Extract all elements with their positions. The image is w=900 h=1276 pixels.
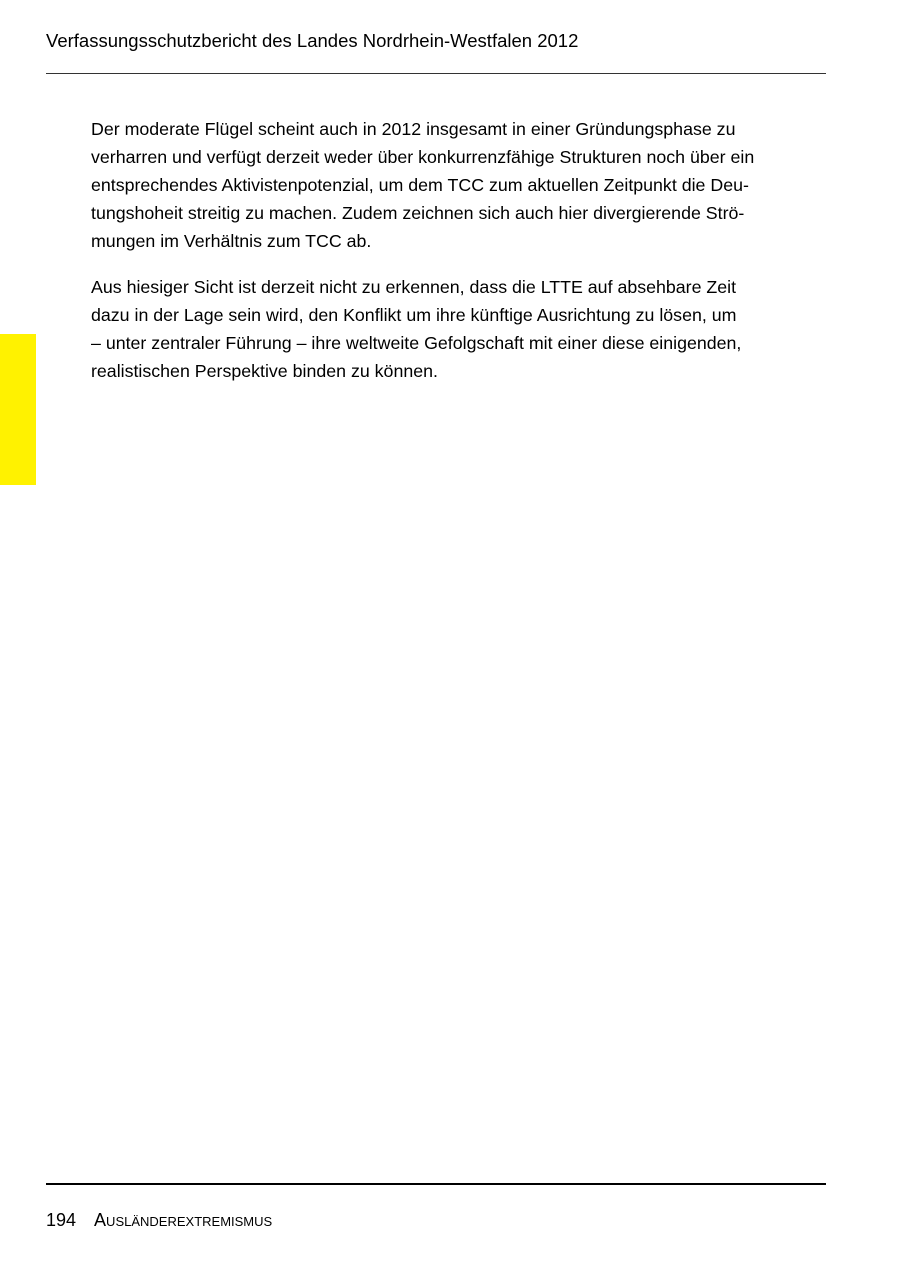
- paragraph-2: [91, 273, 831, 385]
- text-line: Aus hiesiger Sicht ist derzeit nicht zu erkennen, dass die LTTE auf absehbare Zeit: [91, 277, 737, 297]
- text-line: realistischen Perspektive binden zu können.: [91, 361, 438, 381]
- header-divider: [46, 73, 826, 74]
- footer-divider: [46, 1183, 826, 1185]
- body-text: [91, 115, 831, 403]
- text-line: dazu in der Lage sein wird, den Konflikt um ihre künftige Ausrichtung zu lösen, um: [91, 305, 737, 325]
- page-number: 194: [46, 1210, 77, 1230]
- page-footer: [46, 1208, 272, 1232]
- text-line: mungen im Verhältnis zum TCC ab.: [91, 231, 372, 251]
- running-header: Verfassungsschutzbericht des Landes Nordrhein-Westfalen 2012: [46, 30, 579, 51]
- section-name: Ausländerextremismus: [94, 1210, 273, 1230]
- text-line: verharren und verfügt derzeit weder über konkurrenzfähige Strukturen noch über ein: [91, 147, 755, 167]
- text-line: Der moderate Flügel scheint auch in 2012 insgesamt in einer Gründungsphase zu: [91, 119, 736, 139]
- chapter-marker-tab: [0, 334, 36, 485]
- text-line: entsprechendes Aktivistenpotenzial, um dem TCC zum aktuellen Zeitpunkt die Deu-: [91, 175, 749, 195]
- paragraph-1: [91, 115, 831, 255]
- text-line: – unter zentraler Führung – ihre weltweite Gefolgschaft mit einer diese einigenden,: [91, 333, 742, 353]
- text-line: tungshoheit streitig zu machen. Zudem zeichnen sich auch hier divergierende Strö-: [91, 203, 745, 223]
